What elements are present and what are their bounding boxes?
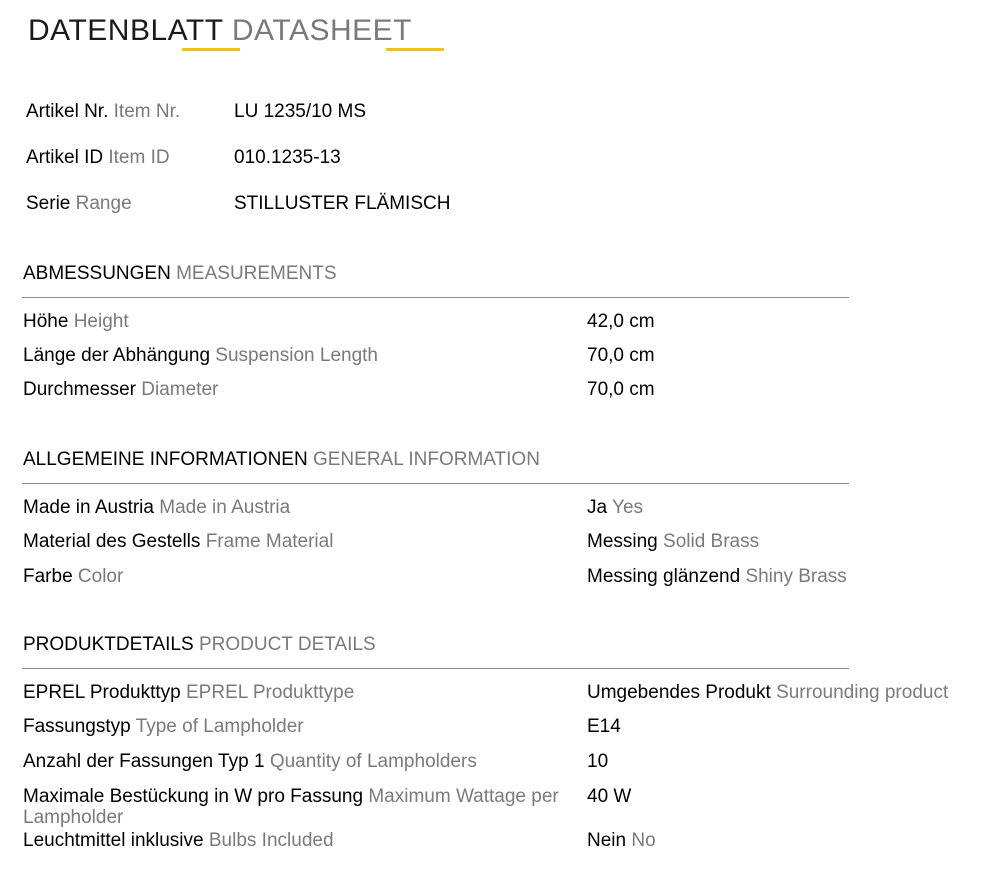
section-divider [22, 668, 849, 669]
section-divider [22, 483, 849, 484]
spec-value: Nein No [587, 830, 656, 851]
spec-value: Messing glänzend Shiny Brass [587, 566, 847, 587]
item-nr-value: LU 1235/10 MS [234, 101, 367, 122]
spec-label: Farbe Color [23, 566, 124, 587]
title-en: DATASHEET [231, 14, 412, 47]
spec-label: EPREL Produkttyp EPREL Produkttype [23, 682, 355, 703]
title-underline-en [386, 48, 444, 51]
spec-label: Anzahl der Fassungen Typ 1 Quantity of Lampholders [23, 751, 477, 772]
section-divider [22, 297, 849, 298]
range-value: STILLUSTER FLÄMISCH [234, 193, 451, 214]
section-title-measurements: ABMESSUNGEN MEASUREMENTS [23, 263, 337, 284]
section-title-general-information: ALLGEMEINE INFORMATIONEN GENERAL INFORMATION [23, 449, 540, 470]
section-title-product-details: PRODUKTDETAILS PRODUCT DETAILS [23, 634, 376, 655]
spec-value: 42,0 cm [587, 311, 655, 332]
spec-value: Messing Solid Brass [587, 531, 760, 552]
range-label: Serie Range [26, 193, 132, 214]
spec-value: 40 W [587, 786, 632, 807]
item-id-label: Artikel ID Item ID [26, 147, 170, 168]
spec-value: 70,0 cm [587, 345, 655, 366]
spec-value: 10 [587, 751, 609, 772]
item-id-value: 010.1235-13 [234, 147, 341, 168]
spec-label: Fassungstyp Type of Lampholder [23, 716, 304, 737]
spec-label: Made in Austria Made in Austria [23, 497, 291, 518]
spec-label: Maximale Bestückung in W pro Fassung Maximum Wattage per Lampholder [23, 786, 559, 828]
spec-label: Material des Gestells Frame Material [23, 531, 334, 552]
spec-value: 70,0 cm [587, 379, 655, 400]
item-nr-label: Artikel Nr. Item Nr. [26, 101, 181, 122]
title-de: DATENBLATT [28, 14, 224, 47]
spec-label: Leuchtmittel inklusive Bulbs Included [23, 830, 334, 851]
spec-value: E14 [587, 716, 621, 737]
page-title [28, 14, 412, 48]
spec-value: Ja Yes [587, 497, 644, 518]
spec-label: Länge der Abhängung Suspension Length [23, 345, 378, 366]
spec-label: Durchmesser Diameter [23, 379, 219, 400]
spec-label: Höhe Height [23, 311, 129, 332]
spec-value: Umgebendes Produkt Surrounding product [587, 682, 949, 703]
title-underline-de [182, 48, 240, 51]
